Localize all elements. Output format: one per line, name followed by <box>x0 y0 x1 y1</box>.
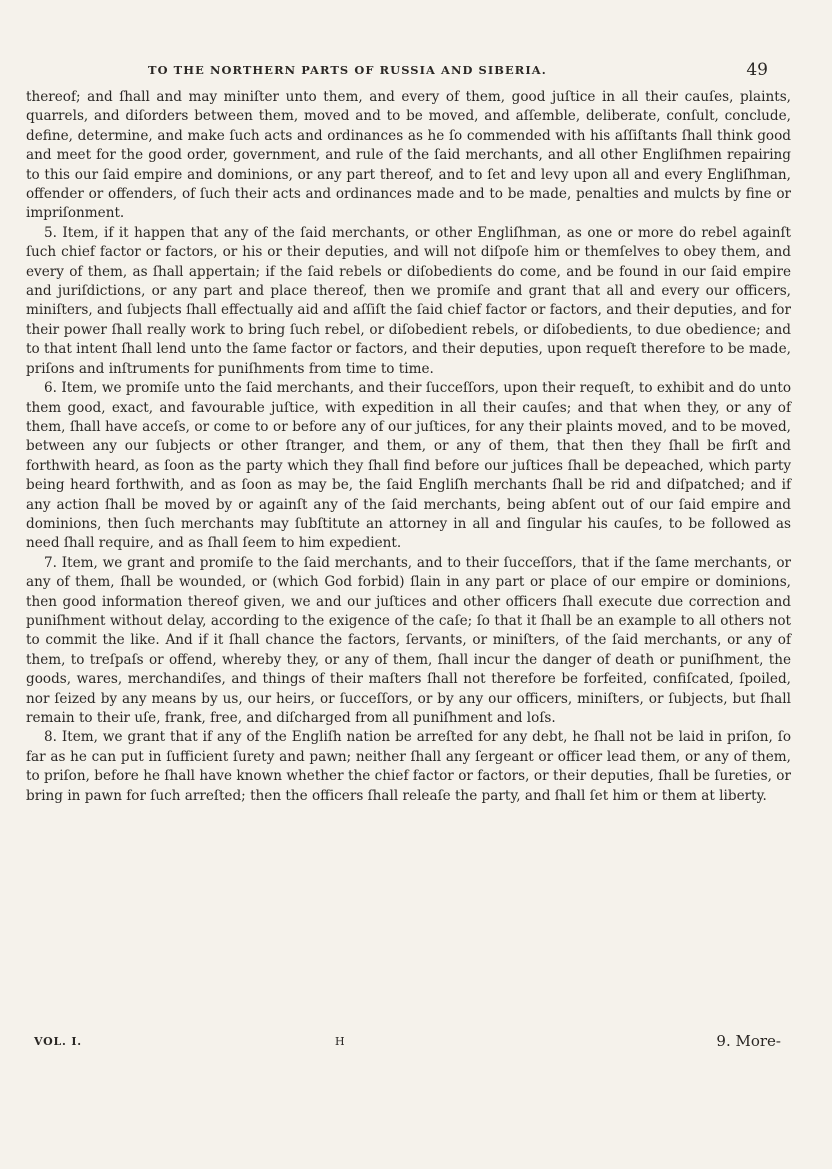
paragraph-item-6: 6. Item, we promiſe unto the ſaid merchants, and their ſucceſſors, upon their requeſt, to exhibit and do unto them good, exact, and favourable juſtice, with expedition in all their cauſes; and that when they, or any of them, ſhall have acceſs, or come to or before any of our juſtices, for any their plaints moved, and to be moved, between any our ſubjects or other ſtranger, and them, or any of them, that then they ſhall be firſt and forthwith heard, as ſoon as the party which they ſhall find before our juſtices ſhall be depeached, which party being heard forthwith, and as ſoon as may be, the ſaid Engliſh merchants ſhall be rid and diſpatched; and if any action ſhall be moved by or againſt any of the ſaid merchants, being abſent out of our ſaid empire and dominions, then ſuch merchants may ſubſtitute an attorney in all and ſingular his cauſes, to be followed as need ſhall require, and as ſhall ſeem to him expedient. <box>26 380 791 552</box>
page-number: 49 <box>746 60 768 80</box>
volume-signature: VOL. I. <box>34 1035 82 1048</box>
catchword: 9. More- <box>716 1032 781 1050</box>
paragraph-continuation: thereof; and ſhall and may miniſter unto them, and every of them, good juſtice in all their cauſes, plaints, quarrels, and diſorders between them, moved and to be moved, and aſſemble, deliberate, conſult, conclude, define, determine, and make ſuch acts and ordinances as he ſo commended with his aſſiſtants ſhall think good and meet for the good order, government, and rule of the ſaid merchants, and all other Engliſhmen repairing to this our ſaid empire and dominions, or any part thereof, and to ſet and levy upon all and every Engliſhman, offender or offenders, of ſuch their acts and ordinances made and to be made, penalties and mulcts by fine or impriſonment. <box>26 89 791 222</box>
running-head <box>56 60 768 84</box>
running-title: TO THE NORTHERN PARTS OF RUSSIA AND SIBERIA. <box>148 63 547 77</box>
paragraph-item-8: 8. Item, we grant that if any of the Engliſh nation be arreſted for any debt, he ſhall not be laid in priſon, ſo far as he can put in ſufficient ſurety and pawn; neither ſhall any ſergeant or officer lead them, or any of them, to priſon, before he ſhall have known whether the chief factor or factors, or their deputies, ſhall be ſureties, or bring in pawn for ſuch arreſted; then the officers ſhall releaſe the party, and ſhall ſet him or them at liberty. <box>26 729 791 804</box>
paragraph-item-5: 5. Item, if it happen that any of the ſaid merchants, or other Engliſhman, as one or more do rebel againſt ſuch chief factor or factors, or his or their deputies, and will not diſpoſe him or themſelves to obey them, and every of them, as ſhall appertain; if the ſaid rebels or diſobedients do come, and be found in our ſaid empire and juriſdictions, or any part and place thereof, then we promiſe and grant that all and every our officers, miniſters, and ſubjects ſhall effectually aid and aſſiſt the ſaid chief factor or factors, and their deputies, and for their power ſhall really work to bring ſuch rebel, or diſobedient rebels, or diſobedients, to due obedience; and to that intent ſhall lend unto the ſame factor or factors, and their deputies, upon requeſt therefore to be made, priſons and inſtruments for puniſhments from time to time. <box>26 224 791 377</box>
paragraph-item-7: 7. Item, we grant and promiſe to the ſaid merchants, and to their ſucceſſors, that if the ſame merchants, or any of them, ſhall be wounded, or (which God forbid) ſlain in any part or place of our empire or dominions, then good information thereof given, we and our juſtices and other officers ſhall execute due correction and puniſhment without delay, according to the exigence of the caſe; ſo that it ſhall be an example to all others not to commit the like. And if it ſhall chance the factors, ſervants, or miniſters, of the ſaid merchants, or any of them, to treſpaſs or offend, whereby they, or any of them, ſhall incur the danger of death or puniſhment, the goods, wares, merchandiſes, and things of their maſters ſhall not therefore be forfeited, confiſcated, ſpoiled, nor ſeized by any means by us, our heirs, or ſucceſſors, or by any our officers, miniſters, or ſubjects, but ſhall remain to their uſe, frank, free, and diſcharged from all puniſhment and loſs. <box>26 554 791 726</box>
signature-letter: H <box>335 1035 345 1048</box>
page-footer <box>26 1032 791 1054</box>
body-text <box>26 88 791 806</box>
